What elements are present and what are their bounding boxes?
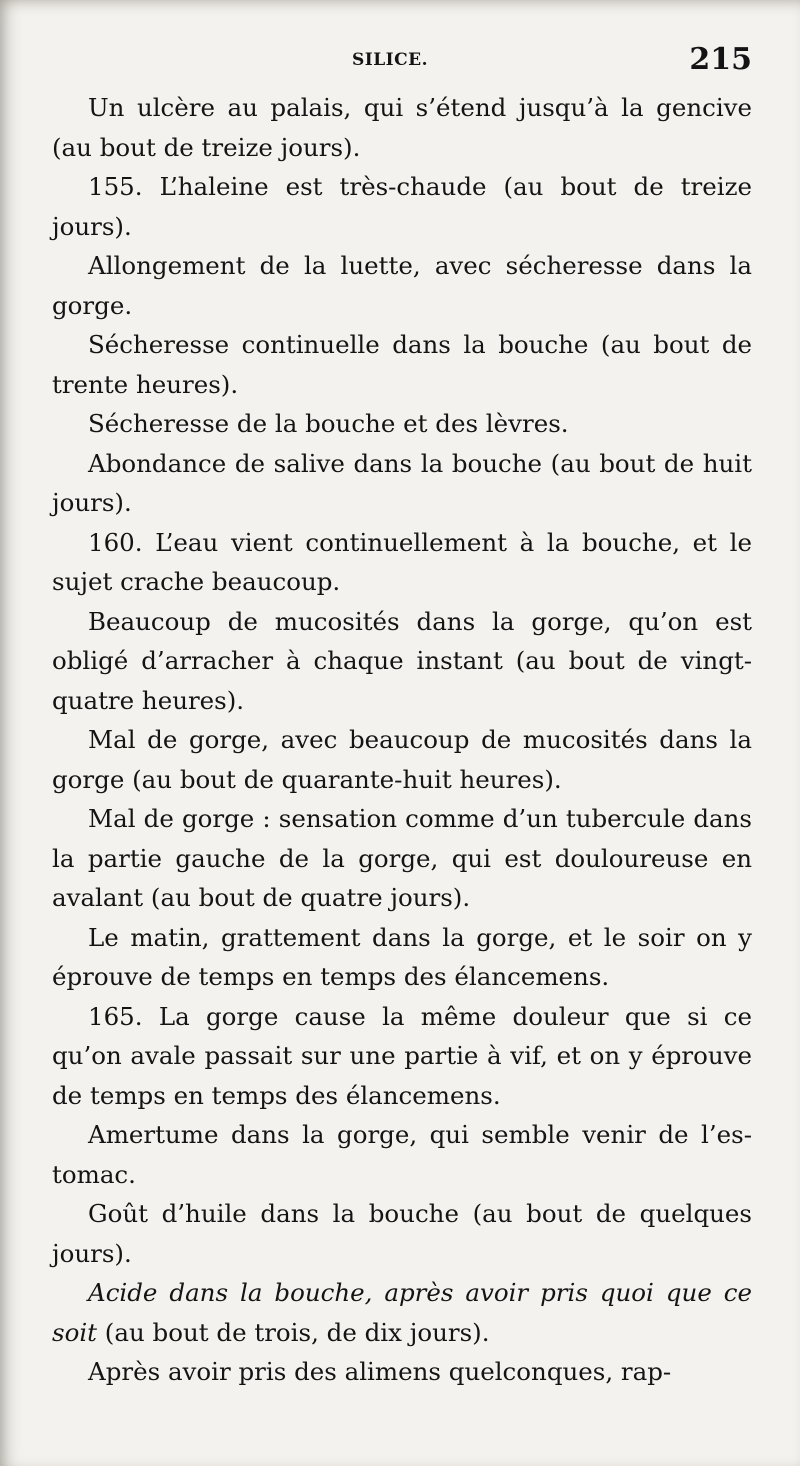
paragraph-numbered: 165. La gorge cause la même douleur que si ce qu’on avale passait sur une partie à vif, et on y éprouve de temps en temps des élancemens. bbox=[52, 1001, 752, 1110]
page-number: 215 bbox=[689, 42, 752, 77]
paragraph: Après avoir pris des alimens quelconques, rap- bbox=[88, 1357, 672, 1386]
paragraph: Mal de gorge : sensation comme d’un tubercule dans la partie gauche de la gorge, qui est douloureuse en avalant (au bout de quatre jours). bbox=[52, 804, 752, 912]
body-text bbox=[52, 88, 752, 1392]
paragraph: Mal de gorge, avec beaucoup de mucosités dans la gorge (au bout de quarante-huit heures). bbox=[52, 725, 752, 794]
paragraph: Goût d’huile dans la bouche (au bout de quelques jours). bbox=[52, 1199, 752, 1268]
entry-number: 160. bbox=[88, 527, 143, 557]
paragraph: Sécheresse de la bouche et des lèvres. bbox=[88, 409, 569, 438]
entry-number: 165. bbox=[88, 1001, 143, 1031]
entry-number: 155. bbox=[88, 172, 143, 201]
paragraph: Beaucoup de mucosités dans la gorge, qu’on est obligé d’arracher à chaque instant (au bout de vingt-quatre heures). bbox=[52, 606, 752, 715]
paragraph: Allongement de la luette, avec sécheresse dans la gorge. bbox=[52, 251, 752, 320]
page-header bbox=[52, 42, 752, 82]
italic-phrase: Acide dans la bouche, après avoir pris quoi que ce soit bbox=[52, 1278, 752, 1347]
paragraph-numbered: 155. L’haleine est très-chaude (au bout de treize jours). bbox=[52, 172, 752, 241]
running-head: SILICE. bbox=[352, 50, 429, 70]
paragraph-numbered: 160. L’eau vient continuellement à la bouche, et le sujet crache beaucoup. bbox=[52, 527, 752, 596]
paragraph: Abondance de salive dans la bouche (au bout de huit jours). bbox=[52, 448, 752, 517]
paragraph: Amertume dans la gorge, qui semble venir de l’estomac. bbox=[52, 1120, 752, 1189]
paragraph-italic: Acide dans la bouche, après avoir pris quoi que ce soit (au bout de trois, de dix jours). bbox=[52, 1278, 752, 1347]
paragraph: Sécheresse continuelle dans la bouche (au bout de trente heures). bbox=[52, 330, 752, 399]
paragraph: Le matin, grattement dans la gorge, et le soir on y éprouve de temps en temps des élancemens. bbox=[52, 922, 752, 991]
paragraph: Un ulcère au palais, qui s’étend jusqu’à la gencive (au bout de treize jours). bbox=[52, 93, 752, 162]
